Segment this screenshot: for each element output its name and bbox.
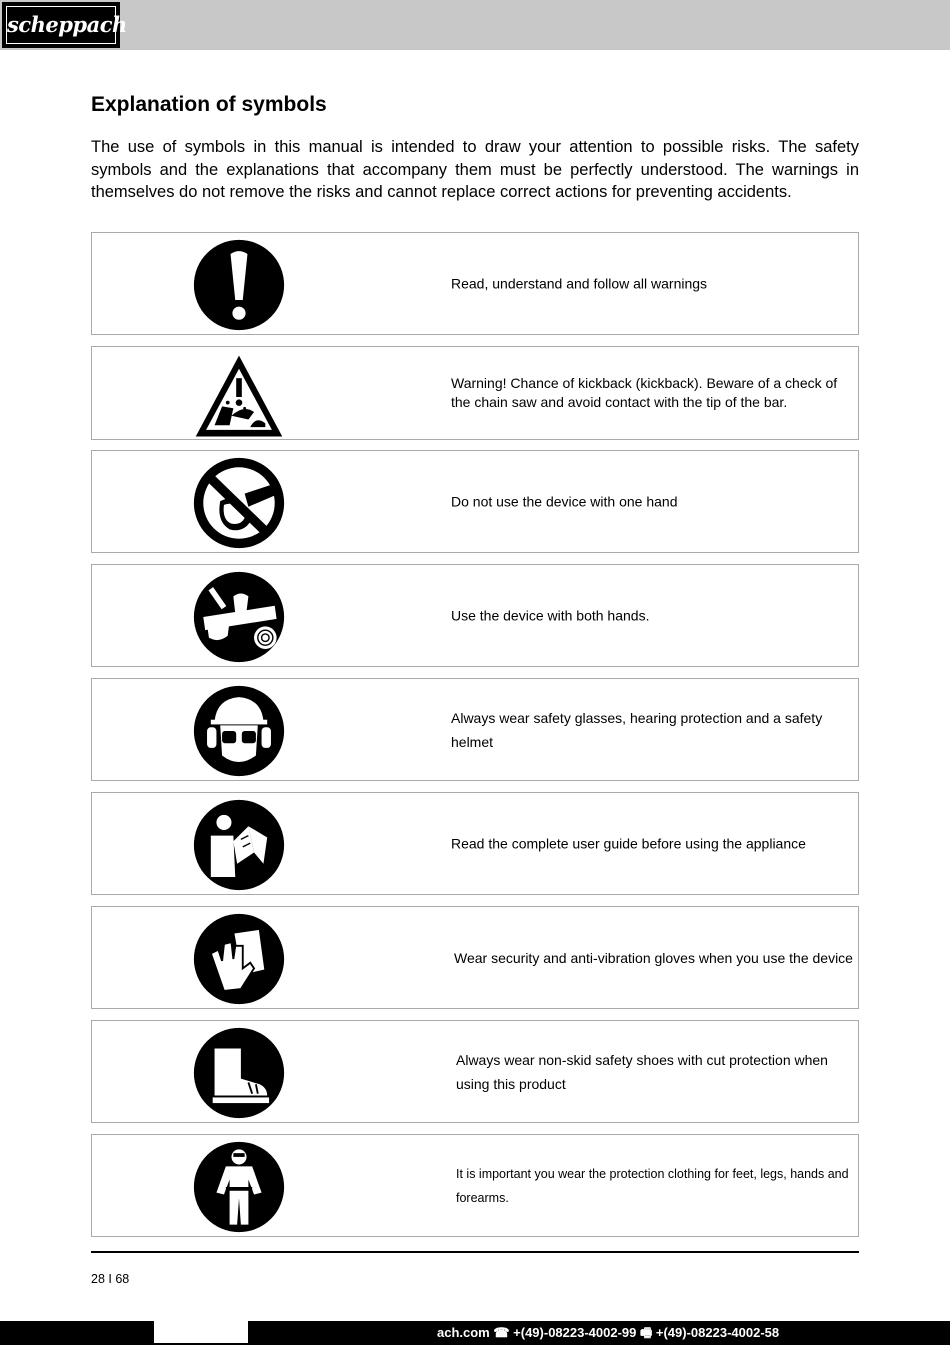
gloves-icon <box>192 912 286 1006</box>
no-one-hand-icon <box>192 456 286 550</box>
symbol-row <box>91 1020 859 1123</box>
symbol-description: Read the complete user guide before using the appliance <box>451 835 806 851</box>
symbol-description: Use the device with both hands. <box>451 607 650 623</box>
symbol-description: Read, understand and follow all warnings <box>451 275 708 291</box>
symbol-row <box>91 564 859 667</box>
symbol-row <box>91 346 859 440</box>
footer-contact: ach.com ☎ +(49)-08223-4002-99 🖷 +(49)-08223-4002-58 <box>437 1325 780 1340</box>
head-protection-icon <box>192 684 286 778</box>
symbol-row <box>91 678 859 781</box>
footer-bar <box>0 1321 950 1345</box>
read-manual-icon <box>192 798 286 892</box>
page-number: 28 I 68 <box>91 1272 130 1286</box>
symbol-description: Wear security and anti-vibration gloves when you use the device <box>454 949 853 966</box>
symbol-row <box>91 792 859 895</box>
symbol-description: Always wear safety glasses, hearing protection and a safety helmet <box>451 709 823 750</box>
symbol-row <box>91 906 859 1009</box>
top-bar <box>0 0 950 50</box>
symbol-row <box>91 1134 859 1237</box>
intro-paragraph: The use of symbols in this manual is intended to draw your attention to possible risks. The safety symbols and the explanations that accompany them must be perfectly understood. The warnings in themselves do not remove the risks and cannot replace correct actions for preventing accidents. <box>91 138 859 201</box>
symbol-description: Warning! Chance of kickback (kickback). Beware of a check of the chain saw and avoid contact with the tip of the bar. <box>451 375 838 410</box>
footer-divider <box>91 1251 859 1253</box>
symbol-description: Do not use the device with one hand <box>451 493 678 509</box>
exclamation-icon <box>192 238 286 332</box>
symbol-row <box>91 232 859 335</box>
symbol-description: Always wear non-skid safety shoes with cut protection when using this product <box>456 1051 828 1092</box>
safety-boot-icon <box>192 1026 286 1120</box>
kickback-warning-icon <box>192 350 286 444</box>
logo-text: scheppach <box>6 6 116 44</box>
scheppach-logo <box>2 2 127 48</box>
protective-clothing-icon <box>192 1140 286 1234</box>
page-title: Explanation of symbols <box>91 93 327 116</box>
symbol-description: It is important you wear the protection clothing for feet, legs, hands and forearms. <box>456 1166 849 1205</box>
symbol-row <box>91 450 859 553</box>
footer-gap <box>154 1321 248 1343</box>
two-hands-icon <box>192 570 286 664</box>
